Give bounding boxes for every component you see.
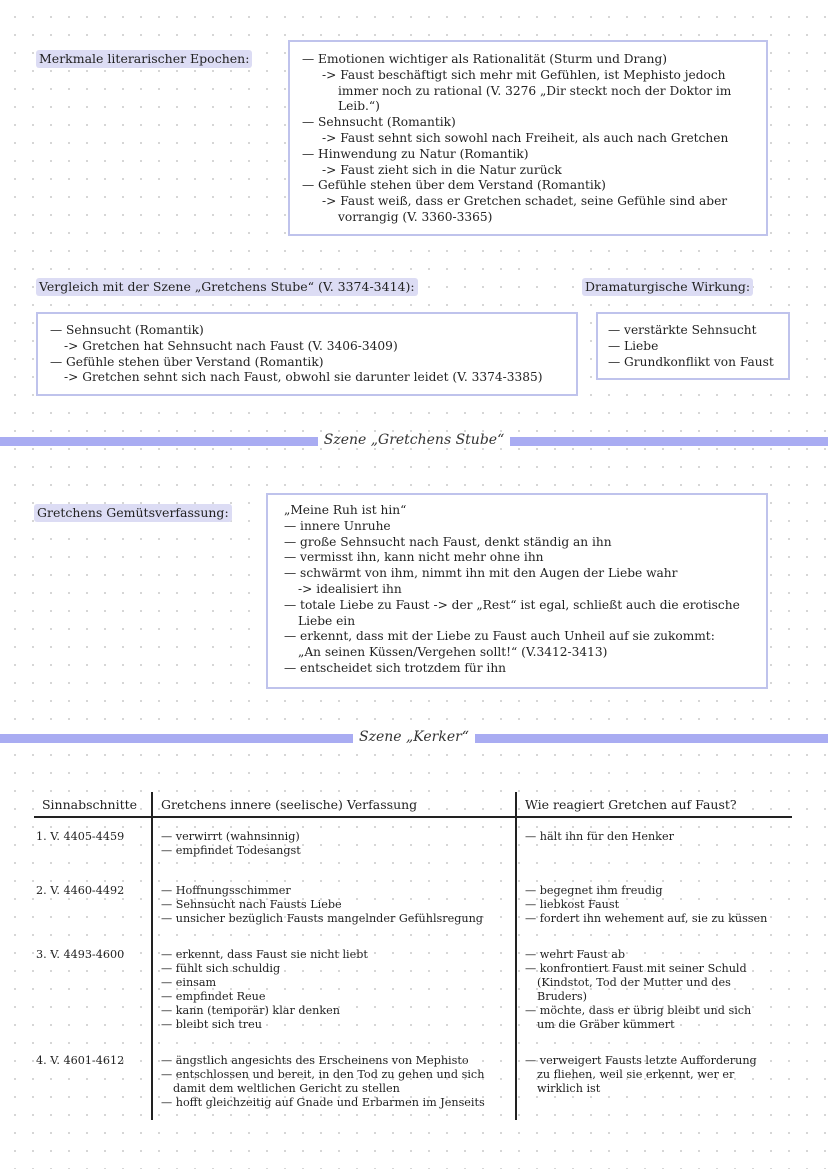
header-sections: Sinnabschnitte <box>34 792 152 817</box>
reaction-cell <box>516 817 792 872</box>
list-item: — erkennt, dass Faust sie nicht liebt <box>161 948 368 961</box>
compare-box <box>36 312 578 396</box>
list-item: (Kindstot, Tod der Mutter und des <box>537 976 731 989</box>
table-row <box>34 936 792 1042</box>
compare-line: — Gefühle stehen über Verstand (Romantik) <box>50 354 324 369</box>
list-item: damit dem weltlichen Gericht zu stellen <box>173 1082 400 1095</box>
epochs-line: immer noch zu rational (V. 3276 „Dir steckt noch der Doktor im <box>338 83 732 98</box>
epochs-line: — Sehnsucht (Romantik) <box>302 115 456 130</box>
list-item: — kann (temporär) klar denken <box>161 1004 340 1017</box>
state-cell <box>152 872 516 936</box>
mood-line: „Meine Ruh ist hin“ <box>284 503 407 517</box>
compare-label: Vergleich mit der Szene „Gretchens Stube“ (V. 3374-3414): <box>36 278 418 296</box>
epochs-line: — Emotionen wichtiger als Rationalität (Sturm und Drang) <box>302 52 668 66</box>
epochs-line: -> Faust weiß, dass er Gretchen schadet, seine Gefühle sind aber <box>322 194 728 209</box>
list-item: — möchte, dass er übrig bleibt und sich <box>525 1004 752 1017</box>
list-item: — verwirrt (wahnsinnig) <box>161 830 300 843</box>
section-cell: 2. V. 4460-4492 <box>34 872 152 936</box>
compare-line: -> Gretchen sehnt sich nach Faust, obwohl sie darunter leidet (V. 3374-3385) <box>64 370 543 385</box>
list-item: — liebkost Faust <box>525 898 620 911</box>
list-item: — verweigert Fausts letzte Aufforderung <box>525 1054 757 1067</box>
state-cell <box>152 936 516 1042</box>
epochs-line: -> Faust sehnt sich sowohl nach Freiheit, als auch nach Gretchen <box>322 130 729 145</box>
mood-label: Gretchens Gemütsverfassung: <box>34 504 232 522</box>
dramaturgy-line: — verstärkte Sehnsucht <box>608 323 757 337</box>
state-cell <box>152 1042 516 1120</box>
list-item: um die Gräber kümmert <box>537 1018 675 1031</box>
mood-line: Liebe ein <box>298 613 356 628</box>
dramaturgy-line: — Liebe <box>608 338 659 353</box>
list-item: — bleibt sich treu <box>161 1018 262 1031</box>
epochs-line: -> Faust beschäftigt sich mehr mit Gefühlen, ist Mephisto jedoch <box>322 67 726 82</box>
list-item: — empfindet Todesangst <box>161 844 301 857</box>
epochs-line: — Gefühle stehen über dem Verstand (Romantik) <box>302 178 606 193</box>
table-row <box>34 872 792 936</box>
mood-line: -> idealisiert ihn <box>298 581 402 596</box>
list-item: — fühlt sich schuldig <box>161 962 281 975</box>
epochs-line: Leib.“) <box>338 99 380 114</box>
header-state: Gretchens innere (seelische) Verfassung <box>152 792 516 817</box>
list-item: wirklich ist <box>537 1082 601 1095</box>
dramaturgy-box <box>596 312 790 380</box>
mood-line: „An seinen Küssen/Vergehen sollt!“ (V.3412-3413) <box>298 645 608 660</box>
kerker-table <box>34 792 792 1120</box>
epochs-line: — Hinwendung zu Natur (Romantik) <box>302 146 529 161</box>
epochs-line: vorrangig (V. 3360-3365) <box>338 209 493 224</box>
state-cell <box>152 817 516 872</box>
reaction-cell <box>516 936 792 1042</box>
section-cell: 1. V. 4405-4459 <box>34 817 152 872</box>
dramaturgy-label: Dramaturgische Wirkung: <box>582 278 753 296</box>
compare-line: -> Gretchen hat Sehnsucht nach Faust (V. 3406-3409) <box>64 338 398 353</box>
section-title-text: Szene „Gretchens Stube“ <box>318 432 510 448</box>
mood-line: — innere Unruhe <box>284 518 391 533</box>
mood-box <box>266 493 768 689</box>
list-item: — hofft gleichzeitig auf Gnade und Erbarmen im Jenseits <box>161 1096 485 1109</box>
mood-line: — totale Liebe zu Faust -> der „Rest“ ist egal, schließt auch die erotische <box>284 597 740 612</box>
list-item: — konfrontiert Faust mit seiner Schuld <box>525 962 747 975</box>
section-title-kerker <box>0 729 828 745</box>
list-item: — Hoffnungsschimmer <box>161 884 291 897</box>
list-item: — begegnet ihm freudig <box>525 884 663 897</box>
list-item: — entschlossen und bereit, in den Tod zu gehen und sich <box>161 1068 485 1081</box>
mood-line: — schwärmt von ihm, nimmt ihn mit den Augen der Liebe wahr <box>284 566 678 581</box>
table-row <box>34 1042 792 1120</box>
section-title-gretchens-stube <box>0 432 828 448</box>
list-item: Bruders) <box>537 990 588 1003</box>
section-cell: 3. V. 4493-4600 <box>34 936 152 1042</box>
epochs-label: Merkmale literarischer Epochen: <box>36 50 252 68</box>
list-item: — hält ihn für den Henker <box>525 830 674 843</box>
list-item: — fordert ihn wehement auf, sie zu küssen <box>525 912 768 925</box>
section-title-text: Szene „Kerker“ <box>353 729 475 745</box>
mood-line: — vermisst ihn, kann nicht mehr ohne ihn <box>284 550 544 565</box>
list-item: zu fliehen, weil sie erkennt, wer er <box>537 1068 735 1081</box>
table-row <box>34 817 792 872</box>
header-reaction: Wie reagiert Gretchen auf Faust? <box>516 792 792 817</box>
table-header-row <box>34 792 792 817</box>
compare-line: — Sehnsucht (Romantik) <box>50 323 204 337</box>
epochs-line: -> Faust zieht sich in die Natur zurück <box>322 162 562 177</box>
section-cell: 4. V. 4601-4612 <box>34 1042 152 1120</box>
mood-line: — entscheidet sich trotzdem für ihn <box>284 660 507 675</box>
list-item: — ängstlich angesichts des Erscheinens von Mephisto <box>161 1054 469 1067</box>
list-item: — wehrt Faust ab <box>525 948 626 961</box>
list-item: — Sehnsucht nach Fausts Liebe <box>161 898 342 911</box>
epochs-box <box>288 40 768 236</box>
dramaturgy-line: — Grundkonflikt von Faust <box>608 354 774 369</box>
mood-line: — große Sehnsucht nach Faust, denkt ständig an ihn <box>284 534 612 549</box>
list-item: — unsicher bezüglich Fausts mangelnder Gefühlsregung <box>161 912 483 925</box>
mood-line: — erkennt, dass mit der Liebe zu Faust auch Unheil auf sie zukommt: <box>284 629 715 644</box>
list-item: — empfindet Reue <box>161 990 266 1003</box>
reaction-cell <box>516 1042 792 1120</box>
reaction-cell <box>516 872 792 936</box>
list-item: — einsam <box>161 976 217 989</box>
